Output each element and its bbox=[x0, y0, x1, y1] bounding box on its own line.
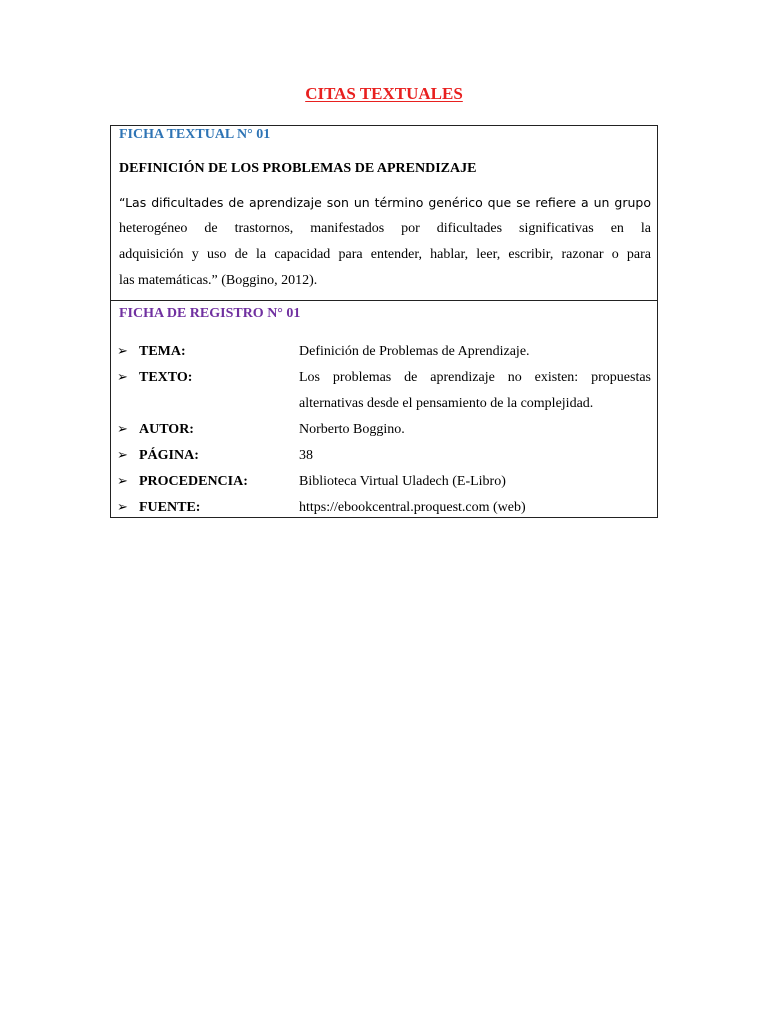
quote-line: heterogéneo de trastornos, manifestados por dificultades significativas en la bbox=[119, 221, 651, 236]
record-label: TEXTO: bbox=[139, 370, 193, 385]
record-item-procedencia bbox=[117, 469, 651, 495]
quote-text bbox=[119, 190, 651, 294]
record-value-line: Los problemas de aprendizaje no existen: propuestas bbox=[299, 370, 651, 385]
arrowhead-bullet-icon: ➢ bbox=[117, 370, 128, 385]
quote-line: las matemáticas.” (Boggino, 2012). bbox=[119, 273, 318, 288]
citation-card bbox=[110, 125, 658, 518]
arrowhead-bullet-icon: ➢ bbox=[117, 344, 128, 359]
record-item-pagina bbox=[117, 443, 651, 469]
record-label: PROCEDENCIA: bbox=[139, 474, 248, 489]
ficha-registro-title: FICHA DE REGISTRO N° 01 bbox=[119, 306, 301, 321]
record-item-texto bbox=[117, 365, 651, 417]
record-value-line: https://ebookcentral.proquest.com (web) bbox=[299, 500, 526, 515]
quote-line: adquisición y uso de la capacidad para entender, hablar, leer, escribir, razonar o para bbox=[119, 247, 651, 262]
record-value bbox=[299, 417, 651, 443]
record-item-fuente bbox=[117, 495, 651, 521]
record-value bbox=[299, 469, 651, 495]
record-value-line: Definición de Problemas de Aprendizaje. bbox=[299, 344, 530, 359]
record-value bbox=[299, 443, 651, 469]
arrowhead-bullet-icon: ➢ bbox=[117, 448, 128, 463]
record-list bbox=[117, 339, 651, 521]
record-value-line: alternativas desde el pensamiento de la complejidad. bbox=[299, 396, 594, 411]
record-item-autor bbox=[117, 417, 651, 443]
record-value-line: Biblioteca Virtual Uladech (E-Libro) bbox=[299, 474, 506, 489]
section-divider bbox=[111, 300, 657, 301]
record-label: AUTOR: bbox=[139, 422, 194, 437]
record-value-line: 38 bbox=[299, 448, 313, 463]
quote-line: “Las dificultades de aprendizaje son un término genérico que se refiere a un grupo bbox=[119, 195, 651, 210]
record-label: FUENTE: bbox=[139, 500, 201, 515]
arrowhead-bullet-icon: ➢ bbox=[117, 474, 128, 489]
definition-heading: DEFINICIÓN DE LOS PROBLEMAS DE APRENDIZAJE bbox=[119, 161, 477, 176]
record-value-line: Norberto Boggino. bbox=[299, 422, 405, 437]
record-value bbox=[299, 365, 651, 417]
record-label: TEMA: bbox=[139, 344, 186, 359]
page-title: CITAS TEXTUALES bbox=[305, 84, 463, 103]
ficha-textual-title: FICHA TEXTUAL N° 01 bbox=[119, 127, 271, 142]
record-label: PÁGINA: bbox=[139, 448, 199, 463]
arrowhead-bullet-icon: ➢ bbox=[117, 500, 128, 515]
arrowhead-bullet-icon: ➢ bbox=[117, 422, 128, 437]
record-value bbox=[299, 339, 651, 365]
record-value bbox=[299, 495, 651, 521]
record-item-tema bbox=[117, 339, 651, 365]
